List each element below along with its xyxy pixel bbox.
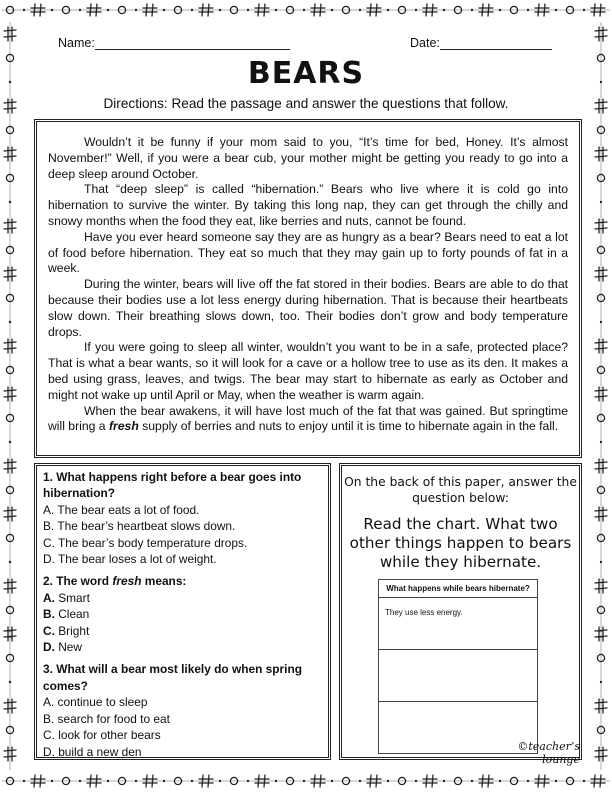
answer-option[interactable]: C. The bear’s body temperature drops. — [43, 535, 248, 550]
answer-option[interactable] — [43, 590, 322, 606]
question-2-end: means: — [141, 574, 187, 589]
name-field[interactable] — [58, 36, 290, 50]
last-paragraph-end: supply of berries and nuts to enjoy until it is time to hibernate again in the fall. — [138, 419, 559, 434]
answer-option[interactable]: A. continue to sleep — [43, 695, 148, 710]
option-letter: B. — [43, 607, 55, 622]
passage-paragraph-last — [48, 404, 568, 436]
reading-passage — [34, 119, 582, 458]
date-label: Date: — [410, 36, 440, 50]
passage-paragraph: Wouldn’t it be funny if your mom said to you, “It’s time for bed, Honey. It’s almost November!” Well, if you were a bear cub, your mother might be getting you ready to go into a deep sleep around October. — [48, 135, 568, 181]
chart-row[interactable] — [379, 650, 538, 702]
answer-option[interactable] — [43, 623, 322, 639]
date-field[interactable] — [410, 36, 552, 50]
directions-text: Directions: Read the passage and answer the questions that follow. — [103, 96, 509, 111]
last-paragraph-start: When the bear awakens, it will have lost much of the fat that was gained. But springtime will bring a — [48, 403, 568, 434]
writing-prompt-box — [339, 463, 582, 766]
answer-option[interactable]: A. The bear eats a lot of food. — [43, 502, 200, 517]
question-3: 3. What will a bear most likely do when spring comes? — [43, 662, 303, 693]
answer-option[interactable]: B. search for food to eat — [43, 711, 170, 726]
passage-paragraph: Have you ever heard someone say they are as hungry as a bear? Bears need to eat a lot of food before hibernation. They eat so much that they may gain up to forty pounds of fat in a week. — [48, 229, 568, 276]
writing-prompt: Read the chart. What two other things happen to bears while they hibernate. — [349, 515, 572, 571]
answer-option[interactable]: C. look for other bears — [43, 728, 161, 743]
answer-option[interactable]: B. The bear’s heartbeat slows down. — [43, 519, 236, 534]
option-text: Smart — [58, 590, 90, 605]
passage-paragraph: That “deep sleep” is called “hibernation.” Bears who live where it is cold go into hibernation to survive the winter. By taking this long nap, they can get through the chilly and snowy months when the food they eat, like berries and nuts, cannot be found. — [48, 182, 568, 228]
name-blank[interactable] — [95, 37, 290, 50]
answer-option[interactable]: D. build a new den — [43, 744, 142, 759]
hibernation-chart — [378, 579, 538, 754]
answer-option[interactable] — [43, 639, 322, 655]
answer-option[interactable]: D. The bear loses a lot of weight. — [43, 552, 217, 567]
option-text: Bright — [58, 623, 90, 638]
passage-paragraph: If you were going to sleep all winter, wouldn’t you want to be in a safe, protected place? That is what a bear wants, so it will look for a cave or a hollow tree to use as its den. It makes a bed using grass, leaves, and twigs. The bear may start to hibernate as early as October and might not wake up until April or May, when the weather is warm again. — [48, 340, 568, 402]
emphasized-word: fresh — [108, 419, 139, 434]
option-letter: D. — [43, 640, 55, 655]
questions-box — [34, 463, 331, 760]
chart-header: What happens while bears hibernate? — [379, 580, 538, 598]
option-text: Clean — [58, 607, 90, 622]
option-letter: A. — [43, 590, 55, 605]
option-text: New — [58, 640, 83, 655]
credit-logo: ©teacher’s lounge — [517, 740, 580, 766]
question-2-word: fresh — [112, 574, 142, 589]
back-of-paper-note: On the back of this paper, answer the question below: — [344, 475, 577, 505]
page-title: BEARS — [247, 56, 365, 91]
date-blank[interactable] — [440, 37, 552, 50]
name-label: Name: — [58, 36, 95, 50]
question-1: 1. What happens right before a bear goes into hibernation? — [43, 470, 302, 501]
option-letter: C. — [43, 623, 55, 638]
answer-option[interactable] — [43, 606, 322, 622]
question-2-start: 2. The word — [43, 574, 113, 589]
chart-row[interactable]: They use less energy. — [379, 598, 538, 650]
question-2 — [43, 573, 322, 589]
passage-paragraph: During the winter, bears will live off the fat stored in their bodies. Bears are able to do that because their bodies use a lot less energy during hibernation. That is because their heartbeats slow down. Their breathing slows down, too. Their bodies don’t grow and body temperature drops. — [48, 277, 568, 339]
